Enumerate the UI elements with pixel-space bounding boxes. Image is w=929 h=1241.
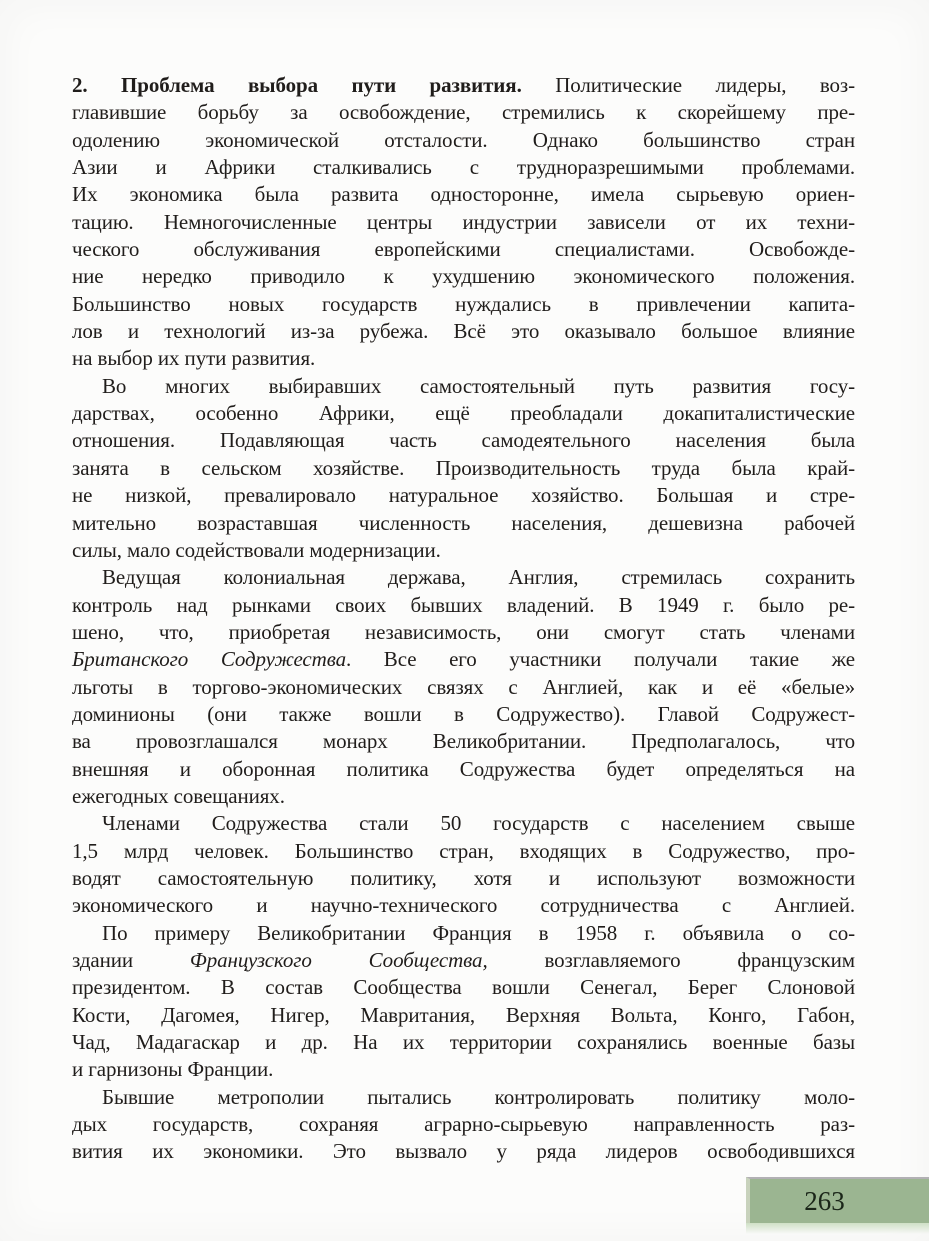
body-text: мительно возраставшая численность населения, дешевизна рабочей	[72, 510, 855, 535]
body-text: Большинство новых государств нуждались в привлечении капита-	[72, 291, 855, 316]
paragraph	[72, 72, 855, 373]
section-heading: 2. Проблема выбора пути развития.	[72, 73, 522, 97]
body-text: Чад, Мадагаскар и др. На их территории сохранялись военные базы	[72, 1030, 855, 1055]
body-text: ческого обслуживания европейскими специалистами. Освобожде-	[72, 237, 855, 262]
text-line	[72, 1056, 855, 1083]
body-text: не низкой, превалировало натуральное хозяйство. Большая и стре-	[72, 483, 855, 508]
body-text: внешняя и оборонная политика Содружества будет определяться на	[72, 756, 855, 781]
body-text: и гарнизоны Франции.	[72, 1057, 274, 1082]
text-line	[72, 236, 855, 263]
body-text: Азии и Африки сталкивались с трудноразрешимыми проблемами.	[72, 155, 855, 180]
text-line	[72, 1002, 855, 1029]
paragraph	[72, 564, 855, 810]
body-text: Во многих выбиравших самостоятельный путь развития госу-	[102, 373, 855, 398]
text-line	[72, 920, 855, 947]
paragraph	[72, 1084, 855, 1166]
text-line	[72, 318, 855, 345]
body-text: главившие борьбу за освобождение, стремились к скорейшему пре-	[72, 100, 855, 125]
page-number: 263	[804, 1185, 845, 1216]
text-line	[72, 674, 855, 701]
body-text: доминионы (они также вошли в Содружество). Главой Содружест-	[72, 701, 855, 726]
body-text: президентом. В состав Сообщества вошли Сенегал, Берег Слоновой	[72, 975, 855, 1000]
paragraph	[72, 810, 855, 919]
text-line	[72, 564, 855, 591]
text-line	[72, 619, 855, 646]
text-line	[72, 756, 855, 783]
body-text: Их экономика была развита односторонне, имела сырьевую ориен-	[72, 182, 855, 207]
body-text: отношения. Подавляющая часть самодеятельного населения была	[72, 428, 855, 453]
text-line	[72, 1138, 855, 1165]
text-line	[72, 892, 855, 919]
text-line	[72, 427, 855, 454]
text-line	[72, 865, 855, 892]
text-line	[72, 127, 855, 154]
body-text: льготы в торгово-экономических связях с Англией, как и её «белые»	[72, 674, 855, 699]
text-line	[72, 72, 855, 99]
body-text: контроль над рынками своих бывших владений. В 1949 г. было ре-	[72, 592, 855, 617]
text-line	[72, 974, 855, 1001]
text-line	[72, 838, 855, 865]
body-text: силы, мало содействовали модернизации.	[72, 537, 441, 562]
body-text: Кости, Дагомея, Нигер, Мавритания, Верхняя Вольта, Конго, Габон,	[72, 1002, 855, 1027]
body-text: здании	[72, 948, 190, 972]
body-text: вития их экономики. Это вызвало у ряда лидеров освободившихся	[72, 1139, 855, 1164]
text-line	[72, 1111, 855, 1138]
body-text: на выбор их пути развития.	[72, 346, 316, 371]
text-line	[72, 537, 855, 564]
text-line	[72, 455, 855, 482]
text-line	[72, 209, 855, 236]
body-text: шено, что, приобретая независимость, они смогут стать членами	[72, 619, 855, 644]
body-text: Ведущая колониальная держава, Англия, стремилась сохранить	[102, 565, 855, 590]
body-text: По примеру Великобритании Франция в 1958 г. объявила о со-	[102, 920, 855, 945]
text-line	[72, 400, 855, 427]
text-line	[72, 592, 855, 619]
text-line	[72, 154, 855, 181]
body-text: Бывшие метрополии пытались контролировать политику моло-	[102, 1084, 855, 1109]
body-text: . Все его участники получали такие же	[346, 647, 855, 672]
body-text: водят самостоятельную политику, хотя и используют возможности	[72, 865, 855, 890]
text-line	[72, 373, 855, 400]
body-text: дых государств, сохраняя аграрно-сырьевую направленность раз-	[72, 1112, 855, 1137]
body-text: Политические лидеры, воз-	[521, 73, 855, 97]
text-line	[72, 701, 855, 728]
body-text: Членами Содружества стали 50 государств с населением свыше	[102, 811, 855, 836]
text-line	[72, 345, 855, 372]
body-text: 1,5 млрд человек. Большинство стран, входящих в Содружество, про-	[72, 838, 855, 863]
text-line	[72, 947, 855, 974]
text-line	[72, 510, 855, 537]
body-text: экономического и научно-технического сотрудничества с Англией.	[72, 893, 855, 918]
text-line	[72, 1084, 855, 1111]
text-line	[72, 291, 855, 318]
text-line	[72, 646, 855, 673]
text-line	[72, 728, 855, 755]
text-line	[72, 181, 855, 208]
body-text: ежегодных совещаниях.	[72, 783, 285, 808]
body-text: тацию. Немногочисленные центры индустрии зависели от их техни-	[72, 209, 855, 234]
text-line	[72, 783, 855, 810]
body-text: дарствах, особенно Африки, ещё преобладали докапиталистические	[72, 401, 855, 426]
italic-term: Британского Содружества	[72, 647, 346, 672]
page-number-badge	[746, 1177, 929, 1223]
text-line	[72, 1029, 855, 1056]
body-text: ва провозглашался монарх Великобритании. Предполагалось, что	[72, 729, 855, 754]
page-text	[72, 72, 855, 1166]
body-text: лов и технологий из-за рубежа. Всё это оказывало большое влияние	[72, 319, 855, 344]
text-line	[72, 99, 855, 126]
body-text: одолению экономической отсталости. Однако большинство стран	[72, 127, 855, 152]
text-line	[72, 263, 855, 290]
italic-term: Французского Сообщества,	[189, 948, 488, 972]
text-line	[72, 810, 855, 837]
text-line	[72, 482, 855, 509]
body-text: ние нередко приводило к ухудшению экономического положения.	[72, 264, 855, 289]
body-text: возглавляемого французским	[487, 948, 855, 972]
paragraph	[72, 920, 855, 1084]
body-text: занята в сельском хозяйстве. Производительность труда была край-	[72, 455, 855, 480]
paragraph	[72, 373, 855, 564]
